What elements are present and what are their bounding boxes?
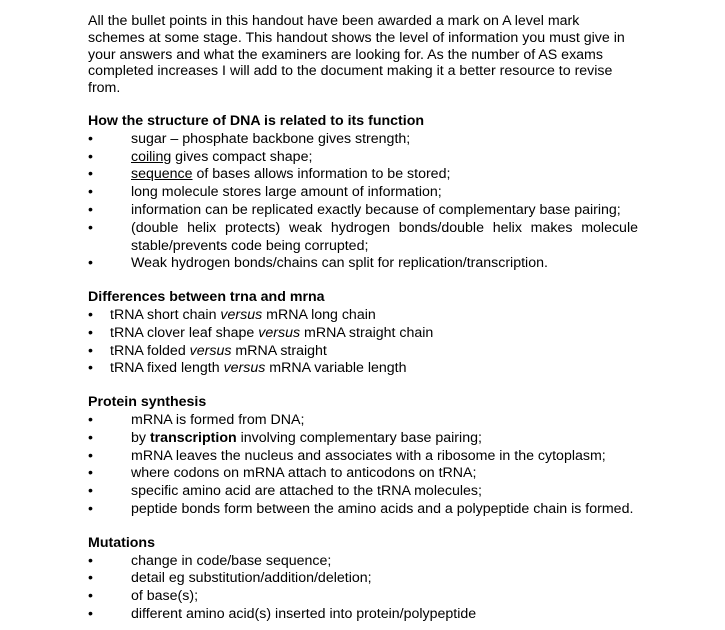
list-item: [88, 606, 638, 624]
section-trna-mrna: [88, 289, 638, 378]
list-item: [88, 465, 638, 483]
list-item: [88, 360, 638, 378]
section-dna-structure: [88, 113, 638, 273]
list-item-text: [131, 430, 638, 448]
list-item: [88, 412, 638, 430]
bullet-icon: •: [88, 324, 93, 341]
mrna-text: mRNA variable length: [265, 360, 407, 377]
bold-term: transcription: [149, 429, 237, 446]
bullet-icon: •: [88, 306, 93, 323]
section-protein-synthesis: [88, 394, 638, 519]
bullet-icon: •: [88, 483, 93, 500]
list-item-text: peptide bonds form between the amino acids and a polypeptide chain is formed.: [131, 500, 634, 517]
bullet-list: [88, 307, 638, 378]
bullet-icon: •: [88, 255, 93, 272]
versus-text: versus: [189, 342, 232, 359]
bullet-icon: •: [88, 447, 93, 464]
section-mutations: [88, 535, 638, 624]
trna-text: tRNA short chain: [110, 306, 221, 323]
list-item-text: change in code/base sequence;: [131, 552, 332, 569]
list-item: [88, 149, 638, 167]
list-item: [88, 588, 638, 606]
section-heading: How the structure of DNA is related to its function: [88, 112, 425, 129]
list-item-text: [131, 166, 638, 184]
list-item-text: [131, 149, 638, 167]
section-heading: Mutations: [88, 534, 155, 551]
list-item: [88, 570, 638, 588]
trna-text: tRNA folded: [110, 342, 190, 359]
list-item-text: different amino acid(s) inserted into protein/polypeptide: [131, 605, 477, 622]
list-item: [88, 131, 638, 149]
document-page: [88, 13, 638, 624]
list-item-text: (double helix protects) weak hydrogen bonds/double helix makes molecule stable/prevents code being corrupted;: [131, 219, 638, 254]
list-item-text: sugar – phosphate backbone gives strength;: [131, 130, 411, 147]
bullet-icon: •: [88, 500, 93, 517]
list-item-text: long molecule stores large amount of information;: [131, 184, 442, 201]
list-item: [88, 448, 638, 466]
list-item: [88, 184, 638, 202]
list-item-text-rest: gives compact shape;: [171, 148, 313, 165]
list-item-text: information can be replicated exactly because of complementary base pairing;: [131, 201, 621, 218]
list-item-text: mRNA is formed from DNA;: [131, 411, 305, 428]
versus-text: versus: [258, 324, 301, 341]
bullet-icon: •: [88, 360, 93, 377]
list-item-text: Weak hydrogen bonds/chains can split for replication/transcription.: [131, 255, 548, 272]
list-item: [88, 553, 638, 571]
list-item: [88, 255, 638, 273]
bullet-icon: •: [88, 429, 93, 446]
mrna-text: mRNA straight: [231, 342, 327, 359]
section-heading: Protein synthesis: [88, 394, 207, 411]
bullet-icon: •: [88, 605, 93, 622]
underlined-term: sequence: [131, 166, 193, 183]
mrna-text: mRNA long chain: [262, 306, 376, 323]
bullet-icon: •: [88, 166, 93, 183]
trna-text: tRNA clover leaf shape: [110, 324, 259, 341]
bullet-list: [88, 131, 638, 273]
list-item: [88, 483, 638, 501]
bullet-icon: •: [88, 465, 93, 482]
list-item: [88, 166, 638, 184]
list-item-text-rest: involving complementary base pairing;: [236, 429, 482, 446]
list-item-text: where codons on mRNA attach to anticodons on tRNA;: [131, 465, 477, 482]
versus-text: versus: [223, 360, 266, 377]
list-item-text: detail eg substitution/addition/deletion;: [131, 570, 372, 587]
list-item-text: [110, 343, 638, 361]
bullet-list: [88, 553, 638, 624]
list-item-text: of base(s);: [131, 588, 199, 605]
intro-paragraph: All the bullet points in this handout have been awarded a mark on A level mark schemes at some stage. This handout shows the level of information you must give in your answers and what the examiners are looking for. As the number of AS exams completed increases I will add to the document making it a better resource to revise from.: [88, 13, 625, 97]
list-item-text: [110, 325, 638, 343]
bullet-icon: •: [88, 411, 93, 428]
list-item-text-rest: of bases allows information to be stored;: [192, 166, 451, 183]
section-heading: Differences between trna and mrna: [88, 289, 325, 306]
underlined-term: coiling: [131, 148, 172, 165]
list-item: [88, 343, 638, 361]
trna-text: tRNA fixed length: [110, 360, 224, 377]
list-item: [88, 307, 638, 325]
bullet-icon: •: [88, 201, 93, 218]
bullet-icon: •: [88, 570, 93, 587]
versus-text: versus: [220, 306, 263, 323]
list-item: [88, 325, 638, 343]
list-item-text: [110, 360, 638, 378]
bullet-icon: •: [88, 130, 93, 147]
list-item: [88, 501, 638, 519]
bullet-icon: •: [88, 588, 93, 605]
bullet-list: [88, 412, 638, 519]
list-item: [88, 430, 638, 448]
bullet-icon: •: [88, 552, 93, 569]
list-item-text: [110, 307, 638, 325]
bullet-icon: •: [88, 148, 93, 165]
mrna-text: mRNA straight chain: [300, 324, 434, 341]
list-item-text-pre: by: [131, 429, 150, 446]
list-item: [88, 202, 638, 220]
list-item-text: specific amino acid are attached to the tRNA molecules;: [131, 483, 482, 500]
bullet-icon: •: [88, 219, 93, 236]
list-item: [88, 220, 638, 256]
list-item-text: mRNA leaves the nucleus and associates with a ribosome in the cytoplasm;: [131, 447, 606, 464]
bullet-icon: •: [88, 184, 93, 201]
bullet-icon: •: [88, 342, 93, 359]
